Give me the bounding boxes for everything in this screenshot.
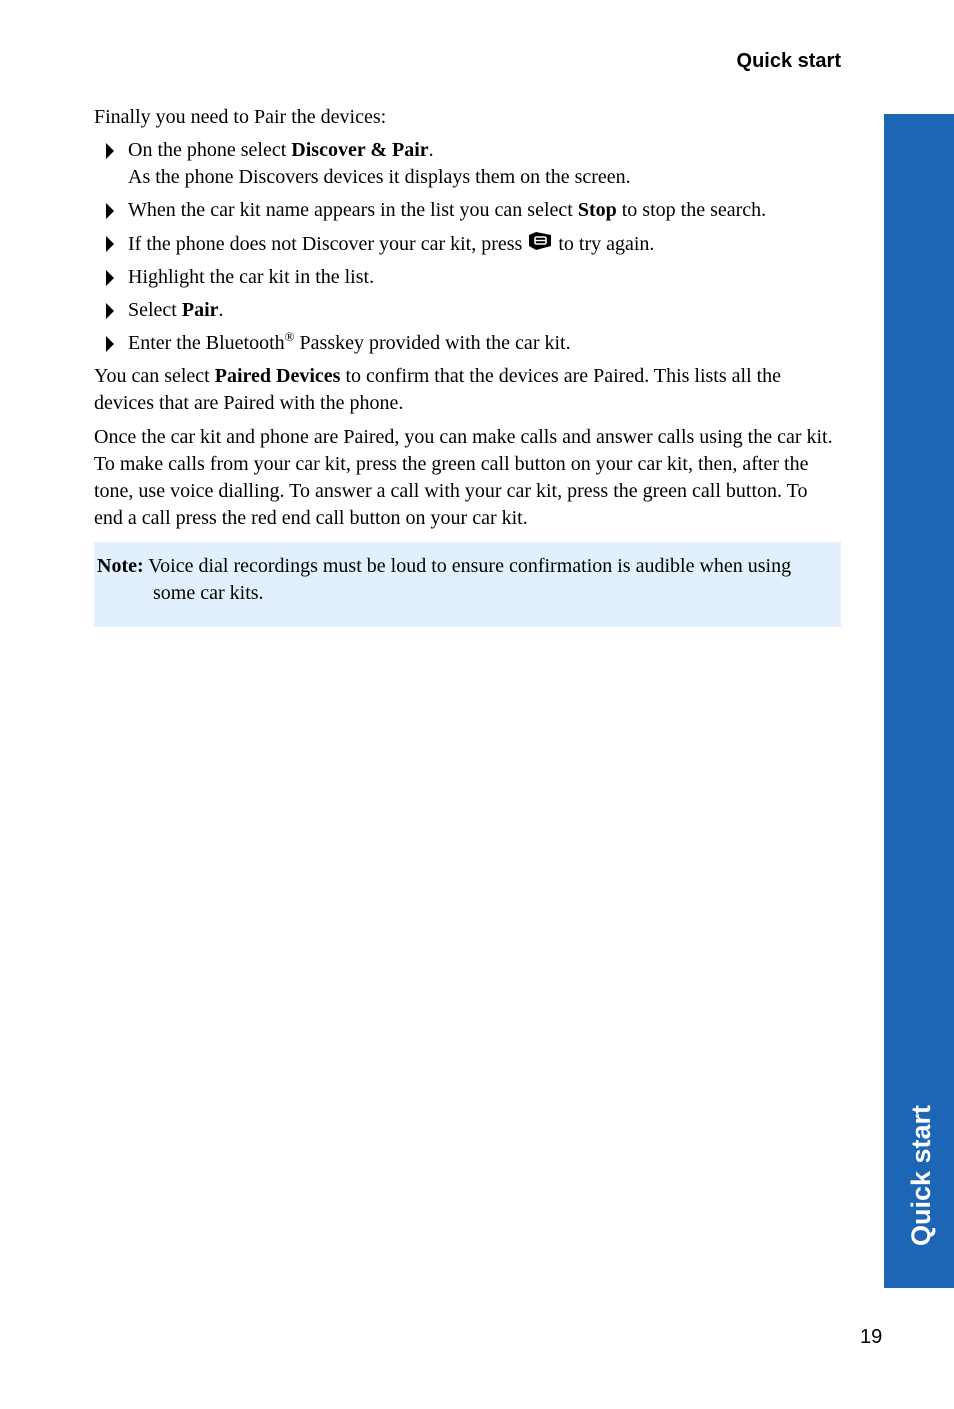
step-text: Passkey provided with the car kit. xyxy=(294,332,571,354)
step-text: . xyxy=(428,139,434,161)
bullet-arrow-icon xyxy=(106,336,114,352)
step-text: Highlight the car kit in the list. xyxy=(128,266,375,288)
paragraph-text: to confirm that the devices are Paired. This lists all the devices that are Paired with the phone. xyxy=(94,365,782,414)
side-section-tab xyxy=(884,114,954,1288)
step-text: On the phone select xyxy=(128,139,292,161)
list-item xyxy=(94,297,841,324)
car-kit-calls-paragraph: Once the car kit and phone are Paired, you can make calls and answer calls using the car kit. To make calls from your car kit, press the green call button on your car kit, then, after the tone, use voice dialling. To answer a call with your car kit, press the green call button. To end a call press the red end call button on your car kit. xyxy=(94,426,833,529)
side-tab-label: Quick start xyxy=(906,1104,936,1246)
step-text: If the phone does not Discover your car kit, press xyxy=(128,233,528,255)
note-label: Note: xyxy=(97,555,144,577)
note-box xyxy=(94,542,841,627)
registered-mark: ® xyxy=(284,329,295,344)
step-text: to stop the search. xyxy=(616,199,767,221)
step-text: . xyxy=(218,299,224,321)
list-item xyxy=(94,330,841,357)
page-number: 19 xyxy=(860,1326,883,1348)
step-text: Enter the Bluetooth xyxy=(128,332,285,354)
bullet-arrow-icon xyxy=(106,270,114,286)
list-item xyxy=(94,197,841,224)
step-command: Discover & Pair xyxy=(291,139,429,161)
bullet-arrow-icon xyxy=(106,236,114,252)
bullet-arrow-icon xyxy=(106,203,114,219)
step-continuation: As the phone Discovers devices it displays them on the screen. xyxy=(128,166,631,188)
step-text: When the car kit name appears in the list you can select xyxy=(128,199,578,221)
bullet-arrow-icon xyxy=(106,143,114,159)
paragraph-text: You can select xyxy=(94,365,215,387)
intro-text: Finally you need to Pair the devices: xyxy=(94,106,387,128)
step-command: Pair xyxy=(181,299,219,321)
list-item xyxy=(94,264,841,291)
paired-devices-paragraph xyxy=(94,363,841,417)
note-body: Voice dial recordings must be loud to ensure confirmation is audible when using some car kits. xyxy=(143,555,792,604)
step-text: to try again. xyxy=(553,233,655,255)
step-text: Select xyxy=(128,299,182,321)
pairing-steps-list xyxy=(94,137,841,357)
note-text xyxy=(97,553,833,607)
step-command: Stop xyxy=(577,199,617,221)
list-item xyxy=(94,137,841,191)
paired-devices-command: Paired Devices xyxy=(214,365,341,387)
menu-key-icon xyxy=(527,230,553,250)
page-content xyxy=(94,104,841,627)
page-header-title: Quick start xyxy=(736,50,841,72)
bullet-arrow-icon xyxy=(106,303,114,319)
list-item xyxy=(94,230,841,258)
